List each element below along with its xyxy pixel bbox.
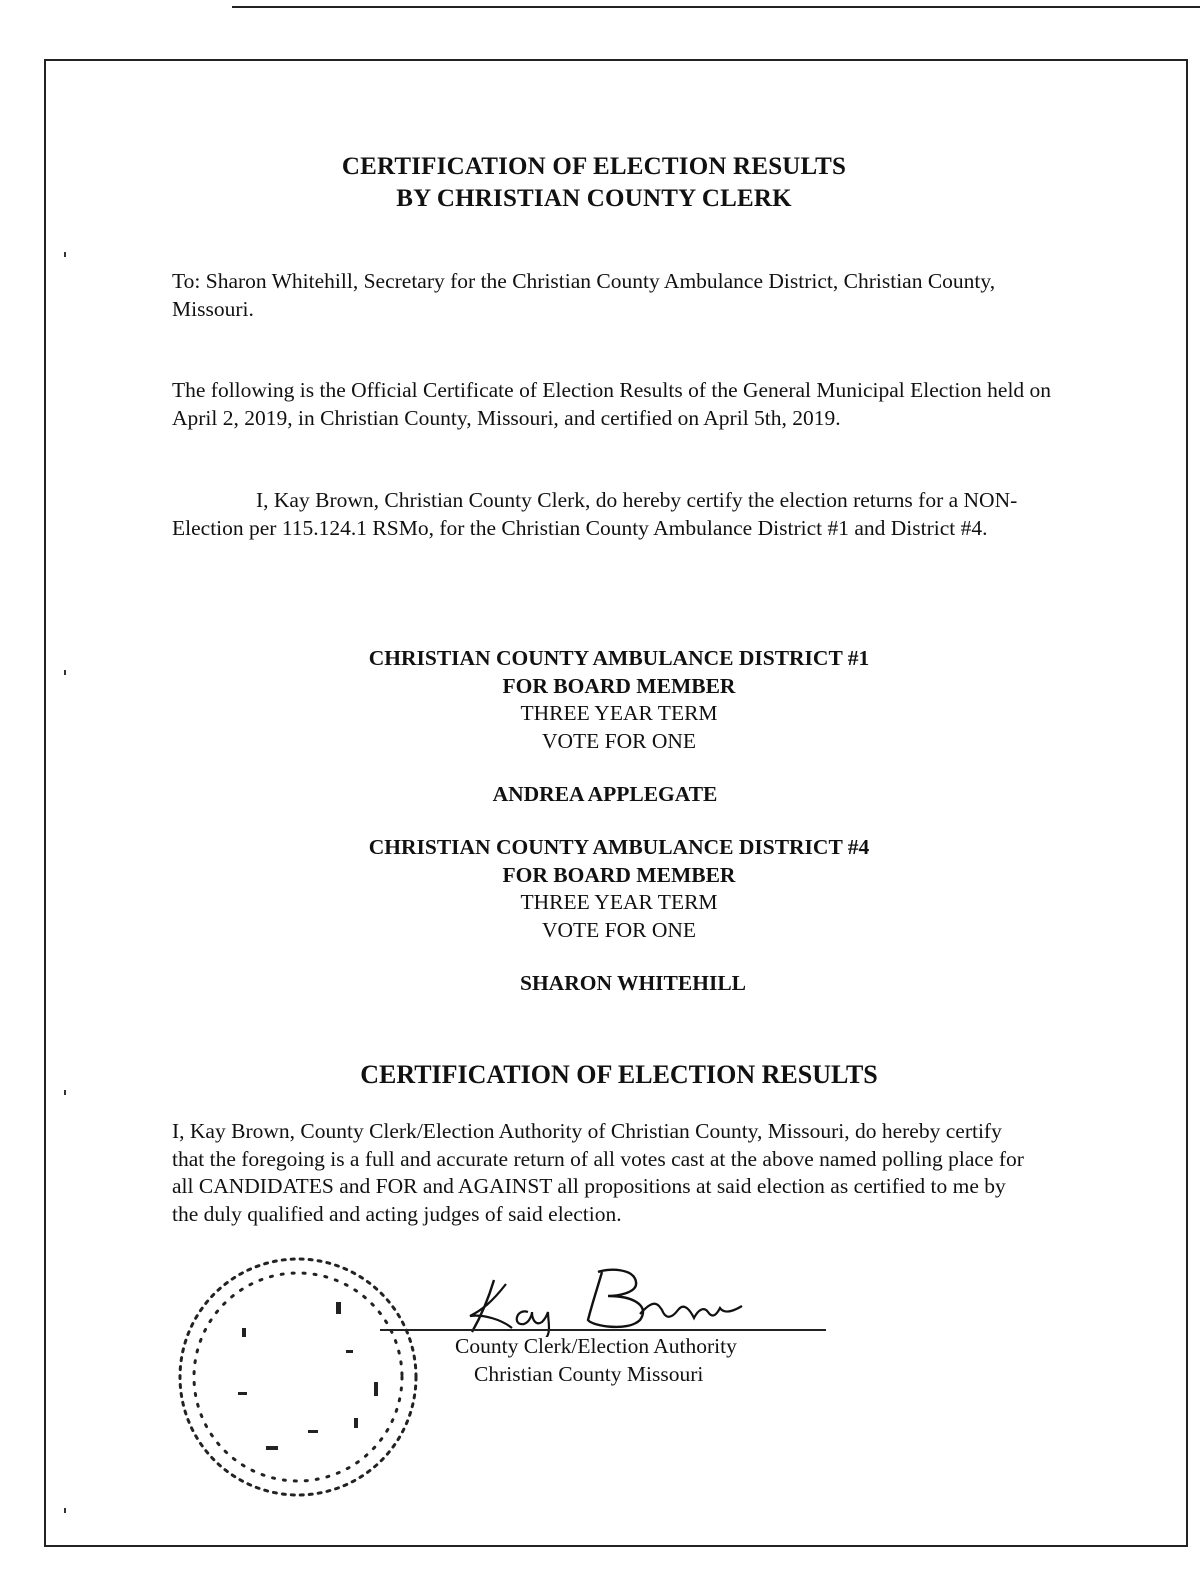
- certification-statement: I, Kay Brown, County Clerk/Election Authority of Christian County, Missouri, do hereby certify that the foregoing is a full and accurate return of all votes cast at the above named polling place for all CANDIDATES and FOR and AGAINST all propositions at said election as certified to me by the duly qualified and acting judges of said election.: [172, 1119, 1024, 1226]
- document-title: CERTIFICATION OF ELECTION RESULTS: [341, 153, 847, 180]
- race-block-district-4: [44, 834, 1194, 944]
- signer-title: County Clerk/Election Authority: [455, 1334, 737, 1358]
- race-office: FOR BOARD MEMBER: [502, 862, 736, 887]
- race-vote-for: VOTE FOR ONE: [541, 728, 697, 753]
- race-term: THREE YEAR TERM: [520, 890, 718, 914]
- certify-statement-paragraph: I, Kay Brown, Christian County Clerk, do hereby certify the election returns for a NON-Election per 115.124.1 RSMo, for the Christian County Ambulance District #1 and District #4.: [172, 488, 1018, 540]
- race-vote-for: VOTE FOR ONE: [541, 917, 697, 942]
- signer-county: Christian County Missouri: [474, 1362, 704, 1386]
- signature-line: [380, 1329, 826, 1331]
- clerk-signature-icon: [458, 1262, 758, 1337]
- intro-paragraph: The following is the Official Certificate of Election Results of the General Municipal Election held on April 2, 2019, in Christian County, Missouri, and certified on April 5th, 2019.: [172, 378, 1052, 430]
- certification-heading: CERTIFICATION OF ELECTION RESULTS: [360, 1060, 878, 1089]
- race-district: CHRISTIAN COUNTY AMBULANCE DISTRICT #4: [368, 835, 870, 859]
- addressee-paragraph: To: Sharon Whitehill, Secretary for the Christian County Ambulance District, Christian County, Missouri.: [172, 269, 996, 321]
- race-block-district-1: [44, 645, 1194, 755]
- candidate-name: SHARON WHITEHILL: [519, 971, 746, 995]
- scan-speck: [64, 1508, 66, 1513]
- top-scan-rule: [232, 6, 1200, 8]
- race-term: THREE YEAR TERM: [520, 701, 718, 725]
- race-office: FOR BOARD MEMBER: [502, 673, 736, 698]
- race-district: CHRISTIAN COUNTY AMBULANCE DISTRICT #1: [368, 646, 870, 670]
- document-subtitle: BY CHRISTIAN COUNTY CLERK: [396, 185, 792, 212]
- candidate-name: ANDREA APPLEGATE: [492, 782, 718, 806]
- scan-speck: [64, 252, 66, 257]
- county-seal-icon: [168, 1242, 428, 1512]
